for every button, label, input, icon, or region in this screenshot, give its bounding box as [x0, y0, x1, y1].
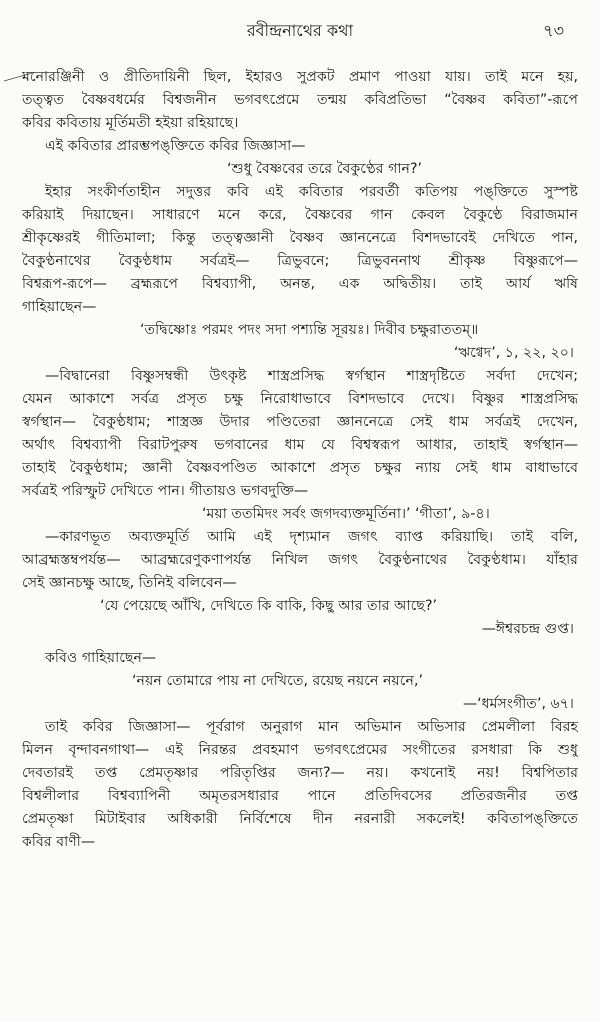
text-line: বিশ্বলীলার বিশ্বব্যাপিনী অমৃতরসধারার পানে প্রতিদিবসের প্রতিরজনীর তপ্ত [22, 788, 578, 804]
text-line: ‘তদ্বিষ্ণোঃ পরমং পদং সদা পশ্যন্তি সূরয়ঃ। দিবীব চক্ষুরাততম্‌॥ [140, 322, 479, 338]
page-number: ৭৩ [543, 21, 564, 40]
text-line: মিলন বৃন্দাবনগাথা— এই নিরন্তর প্রবহমাণ ভগবৎপ্রেমের সংগীতের রসধারা কি শুধু [22, 742, 578, 758]
text-line: মনোরঞ্জিনী ও প্রীতিদায়িনী ছিল, ইহারও সুপ্রকট প্রমাণ পাওয়া যায়। তাই মনে হয়, [22, 69, 578, 85]
text-line: ইহার সংকীর্ণতাহীন সদুত্তর কবি এই কবিতার পরবর্তী কতিপয় পঙ্‌ক্তিতে সুস্পষ্ট [45, 184, 578, 200]
running-title: রবীন্দ্রনাথের কথা [246, 21, 354, 40]
text-line: যেমন আকাশে সর্বত্র প্রসৃত চক্ষু নিরোধাভাবে বিশদভাবে দেখে। বিষ্ণুর শাস্ত্রপ্রসিদ্ধ [22, 391, 578, 407]
text-line: বিশ্বরূপ-রূপে— ব্রহ্মরূপে বিশ্বব্যাপী, অনন্ত, এক অদ্বিতীয়। তাই আর্য ঋষি [22, 276, 578, 292]
text-line: করিয়াই দিয়াছেন। সাধারণে মনে করে, বৈষ্ণবের গান কেবল বৈকুণ্ঠে বিরাজমান [22, 207, 578, 223]
text-line: তাহাই বৈকুণ্ঠধাম; জ্ঞানী বৈষ্ণবপণ্ডিত আকাশে প্রসৃত চক্ষুর ন্যায় সেই ধাম বাধাভাবে [22, 460, 578, 476]
text-line: তত্ত্বত বৈষ্ণবধর্মের বিশ্বজনীন ভগবৎপ্রেমে তন্ময় কবিপ্রতিভা “বৈষ্ণব কবিতা”-রূপে [22, 92, 578, 108]
text-line: ‘শুধু বৈষ্ণবের তরে বৈকুণ্ঠের গান?’ [227, 161, 423, 177]
text-line: তাই কবির জিজ্ঞাসা— পূর্বরাগ অনুরাগ মান অভিমান অভিসার প্রেমলীলা বিরহ [45, 719, 578, 735]
page-body-text [22, 66, 578, 854]
text-line: —ঈশ্বরচন্দ্র গুপ্ত। [481, 621, 574, 637]
text-line: বৈকুণ্ঠনাথের বৈকুণ্ঠধাম সর্বত্রই— ত্রিভুবনে; ত্রিভুবননাথ শ্রীকৃষ্ণ বিষ্ণুরূপে— [22, 253, 578, 269]
text-line: শ্রীকৃষ্ণেরই গীতিমালা; কিন্তু তত্ত্বজ্ঞানী বৈষ্ণব জ্ঞাননেত্রে বিশদভাবেই দেখিতে পান, [22, 230, 578, 246]
text-line: ‘ময়া ততমিদং সর্বং জগদব্যক্তমূর্তিনা।’ ‘গীতা’, ৯-৪। [202, 506, 490, 522]
text-line: গাহিয়াছেন— [22, 299, 97, 315]
text-line: দেবতারই তপ্ত প্রেমতৃষ্ণার পরিতৃপ্তির জন্য?— নয়। কখনোই নয়! বিশ্বপিতার [22, 765, 578, 781]
text-line: ‘ঋগ্বেদ’, ১, ২২, ২০। [453, 345, 574, 361]
text-line: —বিদ্বানেরা বিষ্ণুসম্বন্ধী উৎকৃষ্ট শাস্ত্রপ্রসিদ্ধ স্বর্গস্থান শাস্ত্রদৃষ্টিতে সর্বদা দেখেন; [45, 368, 578, 384]
text-line: প্রেমতৃষ্ণা মিটাইবার অধিকারী নির্বিশেষে দীন নরনারী সকলেই! কবিতাপঙ্‌ক্তিতে [22, 811, 578, 827]
text-line: —কারণভূত অব্যক্তমূর্তি আমি এই দৃশ্যমান জগৎ ব্যাপ্ত করিয়াছি। তাই বলি, [45, 529, 578, 545]
text-line: —‘ধর্মসংগীত’, ৬৭। [462, 696, 574, 712]
text-line: স্বর্গস্থান— বৈকুণ্ঠধাম; শাস্ত্রজ্ঞ উদার পণ্ডিতেরা জ্ঞাননেত্রে সেই ধাম সর্বত্রই দেখেন, [22, 414, 578, 430]
text-line: সর্বত্রই পরিস্ফুট দেখিতে পান। গীতায়ও ভগবদুক্তি— [22, 483, 309, 499]
text-line: কবির বাণী— [22, 834, 96, 850]
text-line: এই কবিতার প্রারম্ভপঙ্‌ক্তিতে কবির জিজ্ঞাসা— [45, 138, 306, 154]
text-line: ‘নয়ন তোমারে পায় না দেখিতে, রয়েছ নয়নে নয়নে,’ [132, 673, 423, 689]
text-line: কবিও গাহিয়াছেন— [45, 650, 157, 666]
text-line: অর্থাৎ বিশ্বব্যাপী বিরাটপুরুষ ভগবানের ধাম যে বিশ্বস্বরূপ আধার, তাহাই স্বর্গস্থান— [22, 437, 578, 453]
text-line: আব্রহ্মস্তম্বপর্যন্ত— আব্রহ্মরেণুকণাপর্যন্ত নিখিল জগৎ বৈকুণ্ঠনাথের বৈকুণ্ঠধাম। যাঁহার [22, 552, 578, 568]
page-header [0, 10, 600, 40]
text-line: সেই জ্ঞানচক্ষু আছে, তিনিই বলিবেন— [22, 575, 237, 591]
text-line: ‘যে পেয়েছে আঁখি, দেখিতে কি বাকি, কিছু আর তার আছে?’ [100, 598, 438, 614]
text-line: কবির কবিতায় মূর্তিমতী হইয়া রহিয়াছে। [22, 115, 239, 131]
